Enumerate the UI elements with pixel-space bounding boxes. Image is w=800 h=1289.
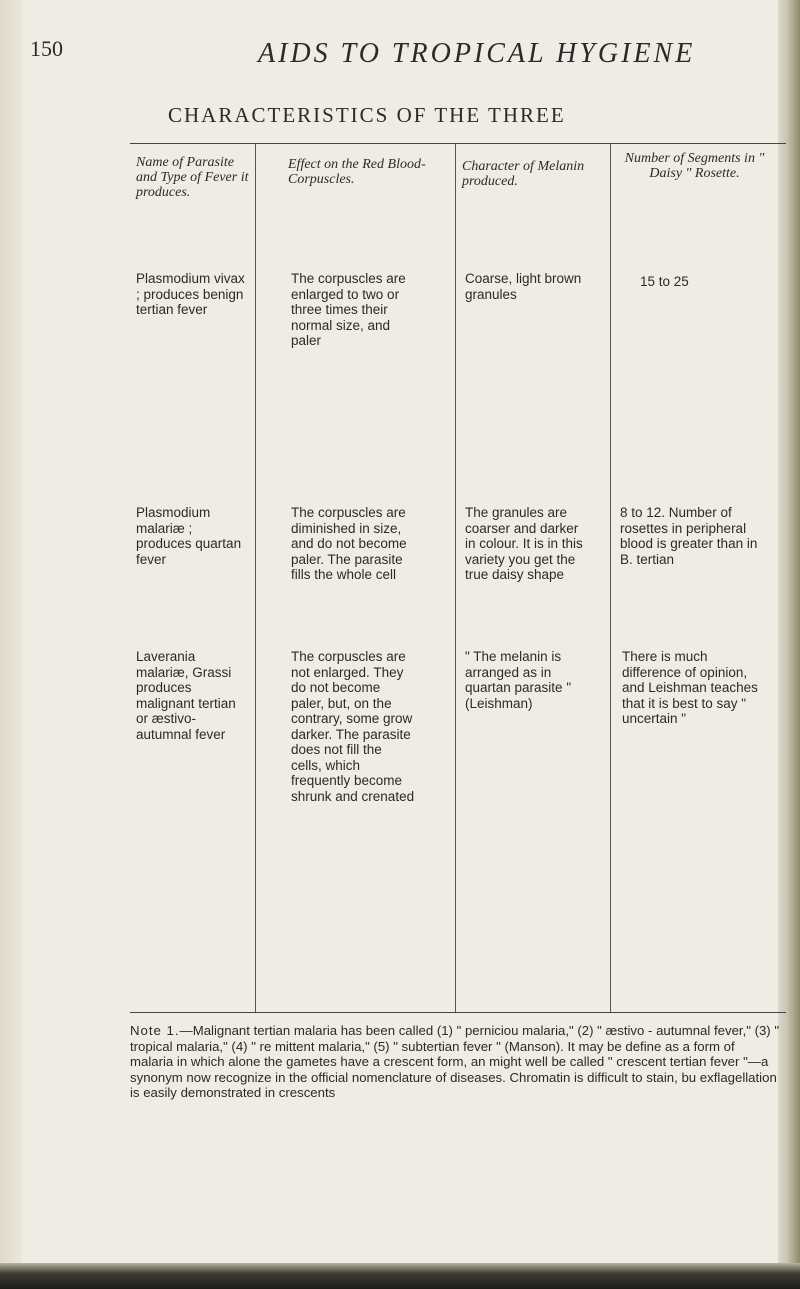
table-cell-segments: 8 to 12. Number of rosettes in peripheral blood is greater than in B. tertian	[620, 505, 758, 567]
page-bottom-shadow	[0, 1263, 800, 1289]
column-header-melanin: Character of Melanin produced.	[462, 159, 585, 189]
column-divider	[610, 144, 611, 1012]
column-divider	[455, 144, 456, 1012]
running-title: AIDS TO TROPICAL HYGIENE	[258, 38, 696, 69]
table-cell-parasite: Plasmodium malariæ ; produces quartan fever	[136, 505, 242, 567]
table-cell-parasite: Laverania malariæ, Grassi produces malignant tertian or æstivo-autumnal fever	[136, 649, 236, 742]
table-cell-effect: The corpuscles are not enlarged. They do not become paler, but, on the contrary, some grow darker. The parasite does not fill the cells, which frequently become shrunk and crenated	[291, 649, 415, 804]
table-cell-melanin: " The melanin is arranged as in quartan parasite " (Leishman)	[465, 649, 572, 711]
table-cell-melanin: The granules are coarser and darker in colour. It is in this variety you get the true daisy shape	[465, 505, 583, 582]
table-cell-effect: The corpuscles are diminished in size, and do not become paler. The parasite fills the whole cell	[291, 505, 407, 582]
table-cell-segments: There is much difference of opinion, and Leishman teaches that it is best to say " uncertain "	[622, 649, 758, 726]
page-number: 150	[30, 36, 63, 61]
column-divider	[255, 144, 256, 1012]
table-cell-segments: 15 to 25	[640, 274, 689, 289]
table-title: CHARACTERISTICS OF THE THREE	[168, 103, 566, 127]
column-header-effect: Effect on the Red Blood-Corpuscles.	[288, 157, 426, 187]
page-header	[30, 36, 770, 76]
parasite-table	[130, 143, 786, 1013]
table-cell-effect: The corpuscles are enlarged to two or three times their normal size, and paler	[291, 271, 406, 348]
column-header-name: Name of Parasite and Type of Fever it produces.	[136, 155, 249, 200]
column-header-segments: Number of Segments in " Daisy " Rosette.	[624, 151, 765, 181]
footnote	[130, 1023, 780, 1101]
footnote-label: Note 1.	[130, 1023, 180, 1038]
table-cell-melanin: Coarse, light brown granules	[465, 271, 582, 302]
table-cell-parasite: Plasmodium vivax ; produces benign tertian fever	[136, 271, 245, 317]
page-gutter-shadow	[0, 0, 22, 1289]
footnote-text: —Malignant tertian malaria has been called (1) " perniciou malaria," (2) " æstivo - autumnal fever," (3) " tropical malaria," (4) " re mittent malaria," (5) " subtertian fever " (Manson). It may be define as a form of malaria in which alone the gametes have a crescent form, an might well be called " crescent tertian fever "—a synonym now recognize in the official nomenclature of diseases. Chromatin is difficult to stain, bu exflagellation is easily demonstrated in crescents	[130, 1023, 780, 1101]
